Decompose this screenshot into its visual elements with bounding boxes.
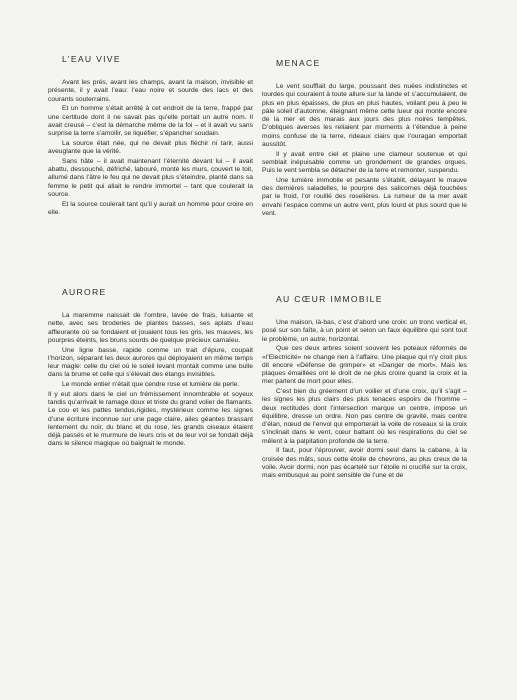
paragraph: Et un homme s’était arrêté à cet endroit de la terre, frappé par une certitude dont il ne savait pas qu’elle portait un autre nom. Il avait creusé – c’est la démarche même de la foi – et il avait vu sans surprise la terre s’amollir, se liquéfier, s’épancher soudain. (48, 105, 253, 137)
paragraph: Sans hâte – il avait maintenant l’éternité devant lui – il avait abattu, dessouché, défriché, labouré, monté les murs, couvert le toit, allumé dans l’âtre le feu qui ne devait plus s’éteindre, planté dans sa femme le petit qui allait le rendre immortel – tant que coulerait la source. (48, 157, 253, 198)
paragraph: Une lumière immobile et pesante s’établit, délayant le mauve des dernières saladelles, le pourpre des salicornes déjà touchées par le froid, l’or rouillé des roselières. La rumeur de la mer avait envahi l’espace comme un autre vent, plus lourd et plus sourd que le vent. (262, 176, 467, 217)
paragraph: Le vent soufflait du large, poussant des nuées indistinctes et lourdes qui couraient à toute allure sur la lande et s’accumulaient, de plus en plus épaisses, de plus en plus hautes, voilant peu à peu le pâle soleil d’automne, éteignant même cette lueur qui monte encore de la mer et des marais aux jours des plus noires tempêtes. D’obliques averses les reliaient par moments à l’étendue à peine moins confuse de la terre, rideaux clairs que l’ouragan emportait aussitôt. (262, 83, 467, 148)
paragraph: Il faut, pour l’éprouver, avoir dormi seul dans la cabane, à la croisée des mâts, sous cette étoile de chevrons, au plus creux de la voile. Avoir dormi, non pas écartelé sur l’étoile ni crucifié sur la croix, mais embusqué au point sensible de l’une et de (262, 447, 467, 479)
paragraph: Il y avait entre ciel et plaine une clameur soutenue et qui semblait inépuisable comme un grondement de grandes orgues. Puis le vent sembla se détacher de la terre et remonter, suspendu. (262, 150, 467, 174)
paragraph: Et la source coulerait tant qu’il y aurait un homme pour croire en elle. (48, 200, 253, 216)
paragraph: La maremme naissait de l’ombre, lavée de frais, luisante et nette, avec ses broderies de plantes basses, ses aplats d’eau affleurante où se fondaient et jouaient tous les gris, les mauves, les pourpres éteints, les bruns sourds de quelque précieux camaïeu. (48, 312, 253, 344)
paragraph: Que ces deux arbres soient souvent les poteaux réformés de «l’Electricité» ne change rien à l’affaire. Une plaque qui n’y croit plus dit encore «Défense de grimper» et «Danger de mort». Mais les plaques émaillées ont le droit de ne plus croire quand la croix et la mer parlent de mort pour elles. (262, 345, 467, 386)
section-title: L’EAU VIVE (62, 54, 121, 64)
paragraph: La source était née, qui ne devait plus fléchir ni tarir, aussi aveuglante que la vérité. (48, 139, 253, 155)
paragraph: C’est bien du gréement d’un voilier et d’une croix, qu’il s’agit – les signes les plus clairs des plus tenaces espoirs de l’homme – deux rectitudes dont l’intersection marque un centre, impose un équilibre, dresse un ordre. Non pas centre de gravité, mais centre d’élan, nœud de l’envol qui emporterait la voile de roseaux si la croix s’inclinait dans le vent, cœur battant où les respirations du ciel se mêlent à la palpitation profonde de la terre. (262, 388, 467, 445)
section-title: MENACE (276, 58, 321, 68)
paragraph: Le monde entier n’était que cendre rose et lumière de perle. (62, 381, 240, 388)
section-au-coeur-immobile (262, 294, 467, 482)
section-title: AU CŒUR IMMOBILE (276, 294, 383, 304)
paragraph: Il y eut alors dans le ciel un frémissement innombrable et soyeux tandis qu’arrivait le ramage doux et triste du grand volier de flamants. Le cou et les pattes tendus,rigides, mystérieux comme les signes d’une écriture inconnue sur une page claire, ailes géantes brassant lentement du noir, du blanc et du rose, les grands oiseaux étaient déjà passés et le murmure de leurs cris et de leur vol se fondait déjà dans le silence magique où baignait le monde. (48, 390, 253, 448)
paragraph: Avant les prés, avant les champs, avant la maison, invisible et présente, il y avait l’eau: l’eau noire et sourde des lacs et des courants souterrains. (48, 79, 253, 103)
section-title: AURORE (62, 287, 107, 297)
section-menace (262, 58, 467, 220)
section-eau-vive (48, 54, 253, 219)
section-aurore (48, 287, 253, 450)
paragraph: Une ligne basse, rapide comme un trait d’épure, coupait l’horizon, séparant les deux aurores qui déployaient en même temps leur magie: celle du ciel où le soleil levant montait comme une bulle dans la brume et celle qui s’élevait des étangs invisibles. (48, 346, 253, 379)
paragraph: Une maison, là-bas, c’est d’abord une croix: un tronc vertical et, posé sur son faîte, à un point et selon un faux équilibre qui sont tout le problème, un autre, horizontal. (262, 319, 467, 343)
